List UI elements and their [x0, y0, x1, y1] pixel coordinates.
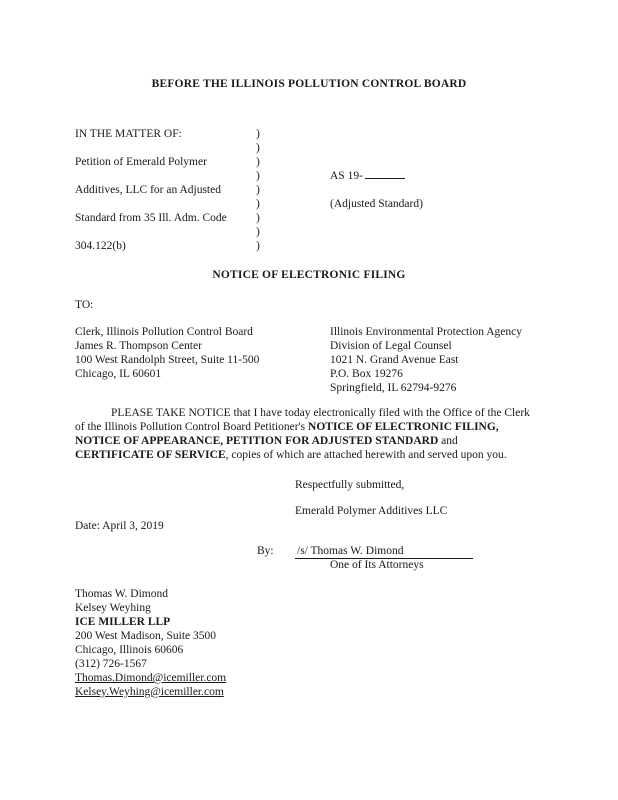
case-type: (Adjusted Standard): [330, 198, 423, 210]
signature-role: One of Its Attorneys: [330, 559, 424, 571]
recipient-right-line-2: Division of Legal Counsel: [330, 340, 452, 352]
recipient-left-line-2: James R. Thompson Center: [75, 340, 202, 352]
to-label: TO:: [75, 299, 94, 311]
email-link-2[interactable]: Kelsey.Weyhing@icemiller.com: [75, 686, 224, 698]
paren: ): [256, 128, 260, 140]
firm-address-1: 200 West Madison, Suite 3500: [75, 630, 217, 642]
attorney-name-1: Thomas W. Dimond: [75, 588, 168, 600]
body-documents: NOTICE OF ELECTRONIC FILING, NOTICE OF APPEARANCE, PETITION FOR ADJUSTED STANDARD: [75, 421, 499, 447]
recipient-right-line-3: 1021 N. Grand Avenue East: [330, 354, 459, 366]
attorney-name-2: Kelsey Weyhing: [75, 602, 151, 614]
paren: ): [256, 212, 260, 224]
recipient-right-line-5: Springfield, IL 62794-9276: [330, 382, 457, 394]
notice-title: NOTICE OF ELECTRONIC FILING: [212, 269, 406, 281]
body-intro: PLEASE TAKE NOTICE that I have today electronically filed with the Office of the Clerk of the Illinois Pollution Control Board Petitioner's: [75, 407, 530, 433]
recipient-right-line-4: P.O. Box 19276: [330, 368, 403, 380]
paren: ): [256, 142, 260, 154]
notice-paragraph: [75, 406, 537, 462]
paren: ): [256, 184, 260, 196]
body-outro: , copies of which are attached herewith and served upon you.: [225, 449, 507, 461]
paren: ): [256, 170, 260, 182]
document-heading: BEFORE THE ILLINOIS POLLUTION CONTROL BOARD: [151, 78, 467, 90]
recipient-right-line-1: Illinois Environmental Protection Agency: [330, 326, 522, 338]
recipient-left-line-3: 100 West Randolph Street, Suite 11-500: [75, 354, 260, 366]
recipient-left-line-1: Clerk, Illinois Pollution Control Board: [75, 326, 253, 338]
party-name: Emerald Polymer Additives LLC: [295, 505, 448, 517]
firm-phone: (312) 726-1567: [75, 658, 147, 670]
signature: /s/ Thomas W. Dimond: [297, 545, 404, 557]
firm-address-2: Chicago, Illinois 60606: [75, 644, 184, 656]
law-firm: ICE MILLER LLP: [75, 616, 171, 628]
paren: ): [256, 198, 260, 210]
caption-line-3: Additives, LLC for an Adjusted: [75, 184, 221, 196]
caption-line-2: Petition of Emerald Polymer: [75, 156, 207, 168]
email-link-1[interactable]: Thomas.Dimond@icemiller.com: [75, 672, 227, 684]
filing-date: Date: April 3, 2019: [75, 520, 164, 532]
respectfully-submitted: Respectfully submitted,: [295, 479, 405, 491]
caption-line-5: 304.122(b): [75, 240, 126, 252]
body-certificate: CERTIFICATE OF SERVICE: [75, 449, 226, 461]
signature-line: [295, 544, 473, 559]
case-number: [330, 169, 405, 183]
caption-line-1: IN THE MATTER OF:: [75, 128, 182, 140]
case-number-text: AS 19-: [330, 170, 363, 182]
paren: ): [256, 226, 260, 238]
paren: ): [256, 240, 260, 252]
by-label: By:: [257, 545, 274, 557]
case-number-blank: [365, 178, 405, 179]
paren: ): [256, 156, 260, 168]
recipient-left-line-4: Chicago, IL 60601: [75, 368, 162, 380]
caption-line-4: Standard from 35 Ill. Adm. Code: [75, 212, 227, 224]
body-and: and: [438, 435, 458, 447]
